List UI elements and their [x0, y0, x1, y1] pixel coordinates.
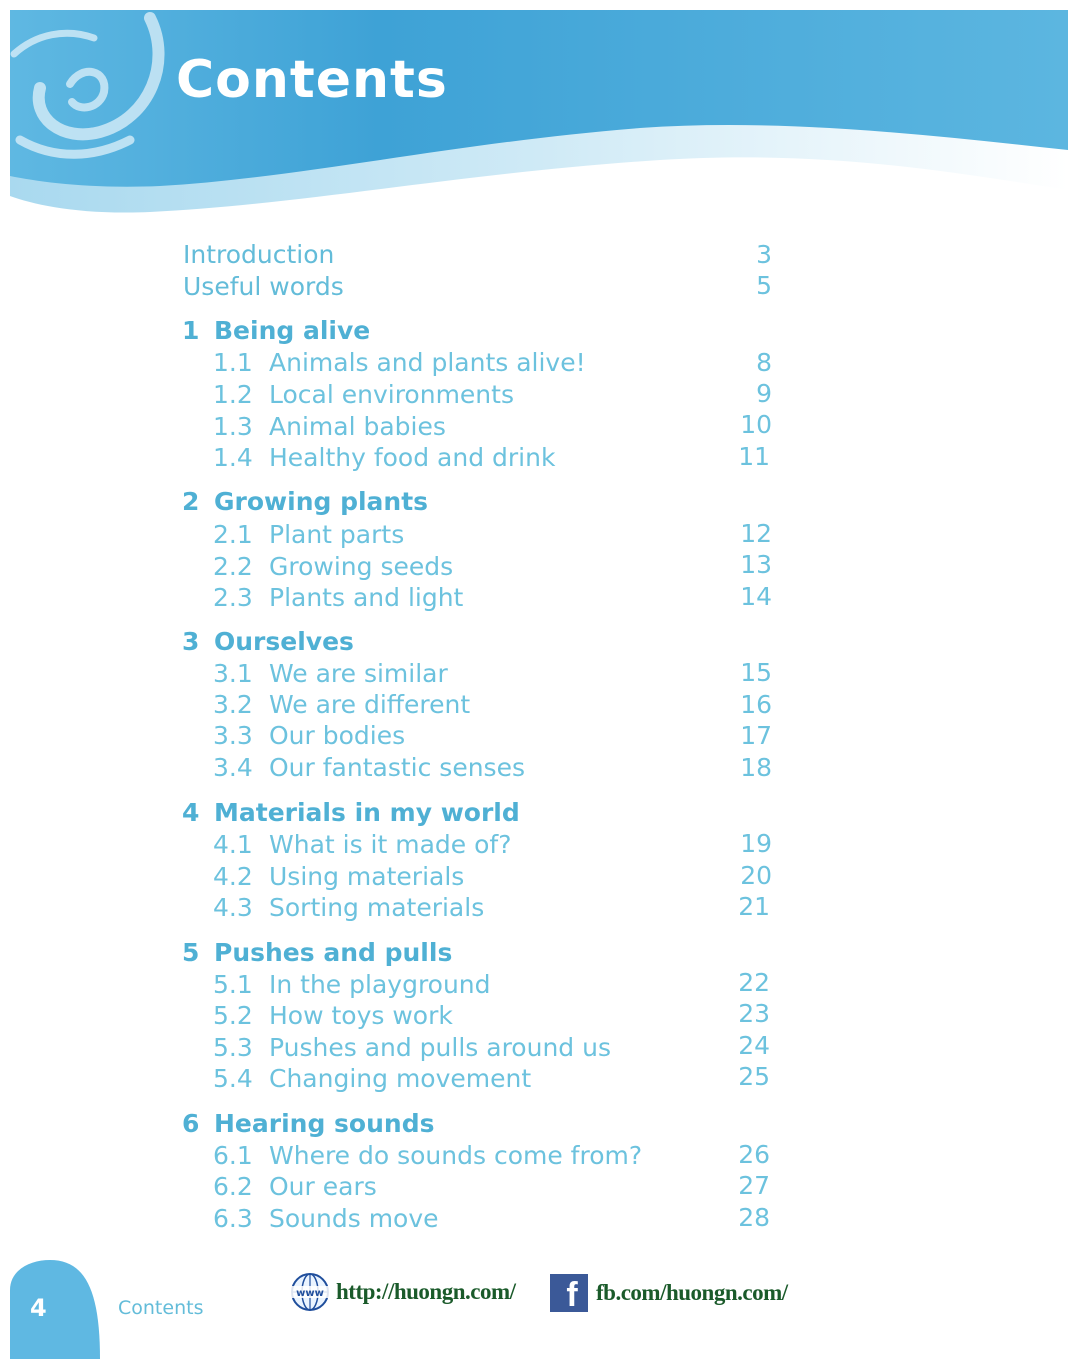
toc-section-6-2[interactable] [213, 1171, 377, 1203]
section-number: 2.1 [213, 520, 253, 549]
toc-entry-useful-words[interactable] [183, 271, 344, 303]
toc-section-5-3[interactable] [213, 1032, 611, 1064]
www-icon-label: www [296, 1288, 324, 1299]
toc-section-1-3[interactable] [213, 411, 446, 443]
website-link[interactable] [290, 1272, 516, 1312]
section-title: Our fantastic senses [269, 753, 525, 782]
chapter-heading-4[interactable] [182, 797, 520, 829]
toc-page-number: 22 [738, 968, 770, 997]
section-title: What is it made of? [269, 830, 512, 859]
chapter-heading-3[interactable] [182, 626, 354, 658]
chapter-heading-6[interactable] [182, 1108, 434, 1140]
toc-page-number: 18 [740, 753, 772, 782]
toc-page-number: 11 [738, 442, 770, 471]
toc-page-number: 9 [756, 379, 772, 408]
section-number: 4.1 [213, 830, 253, 859]
toc-entry-introduction[interactable] [183, 239, 334, 271]
facebook-url: fb.com/huongn.com/ [596, 1280, 788, 1305]
toc-section-2-2[interactable] [213, 551, 453, 583]
section-number: 4.2 [213, 862, 253, 891]
toc-section-3-2[interactable] [213, 689, 470, 721]
chapter-title: Pushes and pulls [214, 938, 453, 967]
toc-entry-label: Useful words [183, 272, 344, 301]
chapter-number: 2 [182, 487, 200, 516]
toc-section-1-2[interactable] [213, 379, 514, 411]
section-number: 2.2 [213, 552, 253, 581]
section-title: Sorting materials [269, 893, 485, 922]
section-title: Animal babies [269, 412, 446, 441]
toc-page-number: 20 [740, 861, 772, 890]
section-number: 5.3 [213, 1033, 253, 1062]
toc-page-number: 10 [740, 410, 772, 439]
section-title: Healthy food and drink [269, 443, 556, 472]
toc-section-3-3[interactable] [213, 720, 405, 752]
toc-page-number: 3 [756, 240, 772, 269]
running-title: Contents [118, 1297, 204, 1319]
facebook-link[interactable] [550, 1273, 788, 1313]
toc-section-1-1[interactable] [213, 347, 586, 379]
section-number: 3.1 [213, 659, 253, 688]
toc-page-number: 16 [740, 690, 772, 719]
toc-section-6-3[interactable] [213, 1203, 439, 1235]
section-title: Our ears [269, 1172, 377, 1201]
section-number: 6.2 [213, 1172, 253, 1201]
toc-section-4-3[interactable] [213, 892, 484, 924]
section-title: Local environments [269, 380, 514, 409]
section-number: 5.2 [213, 1001, 253, 1030]
toc-page-number: 8 [756, 348, 772, 377]
toc-section-1-4[interactable] [213, 442, 555, 474]
toc-section-4-2[interactable] [213, 861, 464, 893]
toc-section-3-4[interactable] [213, 752, 525, 784]
section-title: Sounds move [269, 1204, 439, 1233]
chapter-number: 5 [182, 938, 200, 967]
section-number: 1.1 [213, 348, 253, 377]
chapter-title: Hearing sounds [214, 1109, 435, 1138]
toc-section-5-2[interactable] [213, 1000, 453, 1032]
website-url: http://huongn.com/ [336, 1279, 516, 1304]
toc-page-number: 21 [738, 892, 770, 921]
toc-section-4-1[interactable] [213, 829, 511, 861]
toc-page-number: 19 [740, 829, 772, 858]
section-title: How toys work [269, 1001, 453, 1030]
toc-page-number: 15 [740, 658, 772, 687]
section-number: 3.2 [213, 690, 253, 719]
toc-section-2-3[interactable] [213, 582, 463, 614]
header-banner [0, 0, 1080, 240]
chapter-title: Materials in my world [214, 798, 520, 827]
section-number: 3.4 [213, 753, 253, 782]
chapter-title: Ourselves [214, 627, 354, 656]
toc-page-number: 23 [738, 999, 770, 1028]
section-title: Changing movement [269, 1064, 532, 1093]
section-number: 4.3 [213, 893, 253, 922]
chapter-heading-1[interactable] [182, 315, 370, 347]
toc-page-number: 26 [738, 1140, 770, 1169]
section-title: We are different [269, 690, 471, 719]
section-title: Plants and light [269, 583, 464, 612]
section-number: 5.1 [213, 970, 253, 999]
chapter-title: Being alive [214, 316, 371, 345]
section-title: Using materials [269, 862, 465, 891]
toc-page-number: 28 [738, 1203, 770, 1232]
chapter-number: 3 [182, 627, 200, 656]
section-title: Where do sounds come from? [269, 1141, 643, 1170]
section-title: Pushes and pulls around us [269, 1033, 611, 1062]
section-title: We are similar [269, 659, 448, 688]
chapter-title: Growing plants [214, 487, 429, 516]
toc-page-number: 14 [740, 582, 772, 611]
toc-section-6-1[interactable] [213, 1140, 642, 1172]
section-number: 1.3 [213, 412, 253, 441]
section-title: Animals and plants alive! [269, 348, 586, 377]
chapter-number: 1 [182, 316, 200, 345]
section-title: In the playground [269, 970, 491, 999]
facebook-icon-letter: f [566, 1276, 578, 1314]
toc-page-number: 5 [756, 271, 772, 300]
facebook-icon [550, 1274, 588, 1312]
page-title: Contents [176, 50, 448, 110]
toc-page-number: 12 [740, 519, 772, 548]
section-number: 1.4 [213, 443, 253, 472]
toc-page-number: 24 [738, 1031, 770, 1060]
www-globe-icon [290, 1272, 330, 1312]
chapter-heading-2[interactable] [182, 486, 428, 518]
toc-page-number: 17 [740, 721, 772, 750]
chapter-heading-5[interactable] [182, 937, 452, 969]
section-number: 1.2 [213, 380, 253, 409]
toc-section-3-1[interactable] [213, 658, 448, 690]
toc-section-2-1[interactable] [213, 519, 404, 551]
section-number: 5.4 [213, 1064, 253, 1093]
chapter-number: 6 [182, 1109, 200, 1138]
toc-page-number: 13 [740, 550, 772, 579]
toc-section-5-1[interactable] [213, 969, 491, 1001]
page-number: 4 [30, 1294, 47, 1322]
section-number: 6.1 [213, 1141, 253, 1170]
section-title: Our bodies [269, 721, 406, 750]
section-number: 2.3 [213, 583, 253, 612]
toc-page-number: 27 [738, 1171, 770, 1200]
section-title: Growing seeds [269, 552, 454, 581]
toc-page-number: 25 [738, 1062, 770, 1091]
section-title: Plant parts [269, 520, 405, 549]
toc-entry-label: Introduction [183, 240, 335, 269]
chapter-number: 4 [182, 798, 200, 827]
toc-section-5-4[interactable] [213, 1063, 531, 1095]
section-number: 6.3 [213, 1204, 253, 1233]
section-number: 3.3 [213, 721, 253, 750]
